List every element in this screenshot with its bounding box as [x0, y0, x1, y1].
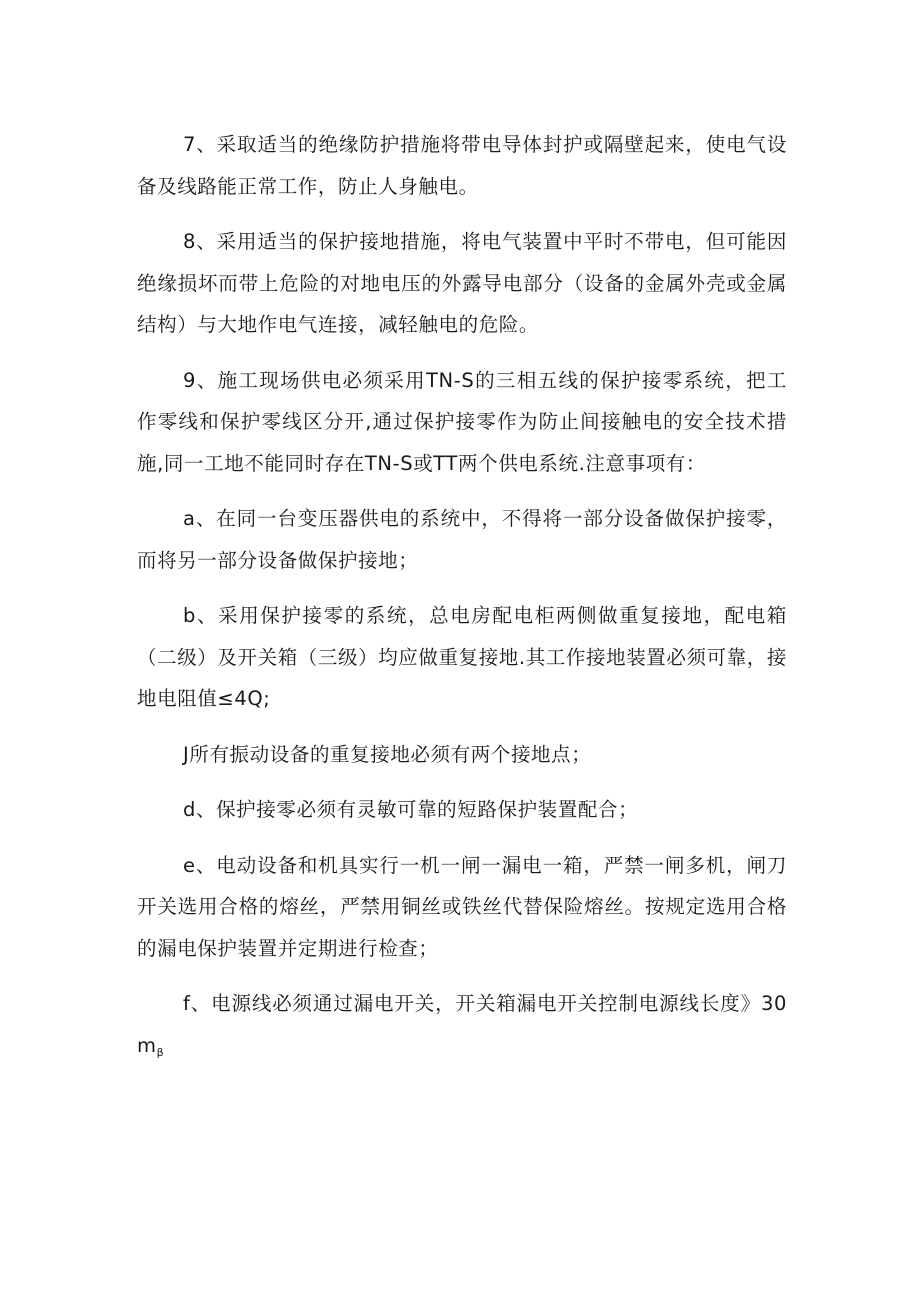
paragraph-9: 9、施工现场供电必须采用TN-S的三相五线的保护接零系统，把工作零线和保护零线区分开,通过保护接零作为防止间接触电的安全技术措施,同一工地不能同时存在TN-S或TT两个供电系统.注意事项有： [137, 368, 787, 475]
paragraph-b: b、采用保护接零的系统，总电房配电柜两侧做重复接地，配电箱（二级）及开关箱（三级）均应做重复接地.其工作接地装置必须可靠，接地电阻值≤4Q; [137, 604, 787, 710]
paragraph-a: a、在同一台变压器供电的系统中，不得将一部分设备做保护接零，而将另一部分设备做保护接地； [137, 507, 787, 572]
paragraph-f-subscript: β [156, 1045, 164, 1059]
paragraph-f [137, 983, 787, 1073]
paragraph-7: 7、采取适当的绝缘防护措施将带电导体封护或隔壁起来，使电气设备及线路能正常工作，防止人身触电。 [137, 133, 787, 198]
paragraph-f-text: f、电源线必须通过漏电开关，开关箱漏电开关控制电源线长度》30m [137, 992, 787, 1057]
paragraph-e: e、电动设备和机具实行一机一闸一漏电一箱，严禁一闸多机，闸刀开关选用合格的熔丝，严禁用铜丝或铁丝代替保险熔丝。按规定选用合格的漏电保护装置并定期进行检查； [137, 853, 787, 960]
paragraph-8: 8、采用适当的保护接地措施，将电气装置中平时不带电，但可能因绝缘损坏而带上危险的对地电压的外露导电部分（设备的金属外壳或金属结构）与大地作电气连接，减轻触电的危险。 [137, 230, 787, 336]
paragraph-c: J所有振动设备的重复接地必须有两个接地点； [183, 742, 592, 766]
document-body [137, 124, 787, 1087]
paragraph-d: d、保护接零必须有灵敏可靠的短路保护装置配合； [183, 798, 639, 821]
